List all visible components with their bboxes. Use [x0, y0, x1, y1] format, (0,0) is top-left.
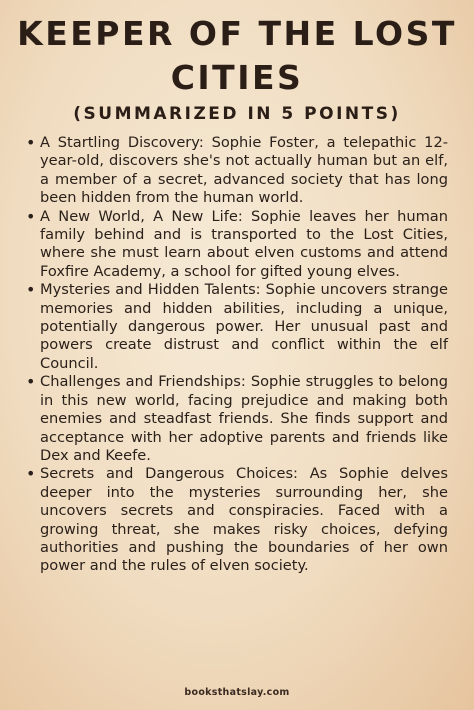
- summary-point-5: • Secrets and Dangerous Choices: As Sophie delves deeper into the mysteries surrounding her, she uncovers secrets and conspiracies. Faced with a growing threat, she makes risky choices, defying authorities and pushing the boundaries of her own power and the rules of elven society.: [40, 465, 448, 575]
- summary-point-2: • A New World, A New Life: Sophie leaves her human family behind and is transported to the Lost Cities, where she must learn about elven customs and attend Foxfire Academy, a school for gifted young elves.: [40, 208, 448, 282]
- summary-point-4: • Challenges and Friendships: Sophie struggles to belong in this new world, facing prejudice and making both enemies and steadfast friends. She finds support and acceptance with her adoptive parents and friends like Dex and Keefe.: [40, 373, 448, 465]
- page-title: KEEPER OF THE LOST CITIES: [17, 14, 457, 97]
- page-subtitle: (SUMMARIZED IN 5 POINTS): [73, 104, 401, 124]
- summary-points-list: [0, 134, 474, 576]
- summary-point-1: • A Startling Discovery: Sophie Foster, a telepathic 12-year-old, discovers she's not actually human but an elf, a member of a secret, advanced society that has long been hidden from the human world.: [40, 134, 448, 208]
- footer-site-credit: booksthatslay.com: [184, 687, 290, 698]
- summary-point-3: • Mysteries and Hidden Talents: Sophie uncovers strange memories and hidden abilities, including a unique, potentially dangerous power. Her unusual past and powers create distrust and conflict within the elf Council.: [40, 281, 448, 373]
